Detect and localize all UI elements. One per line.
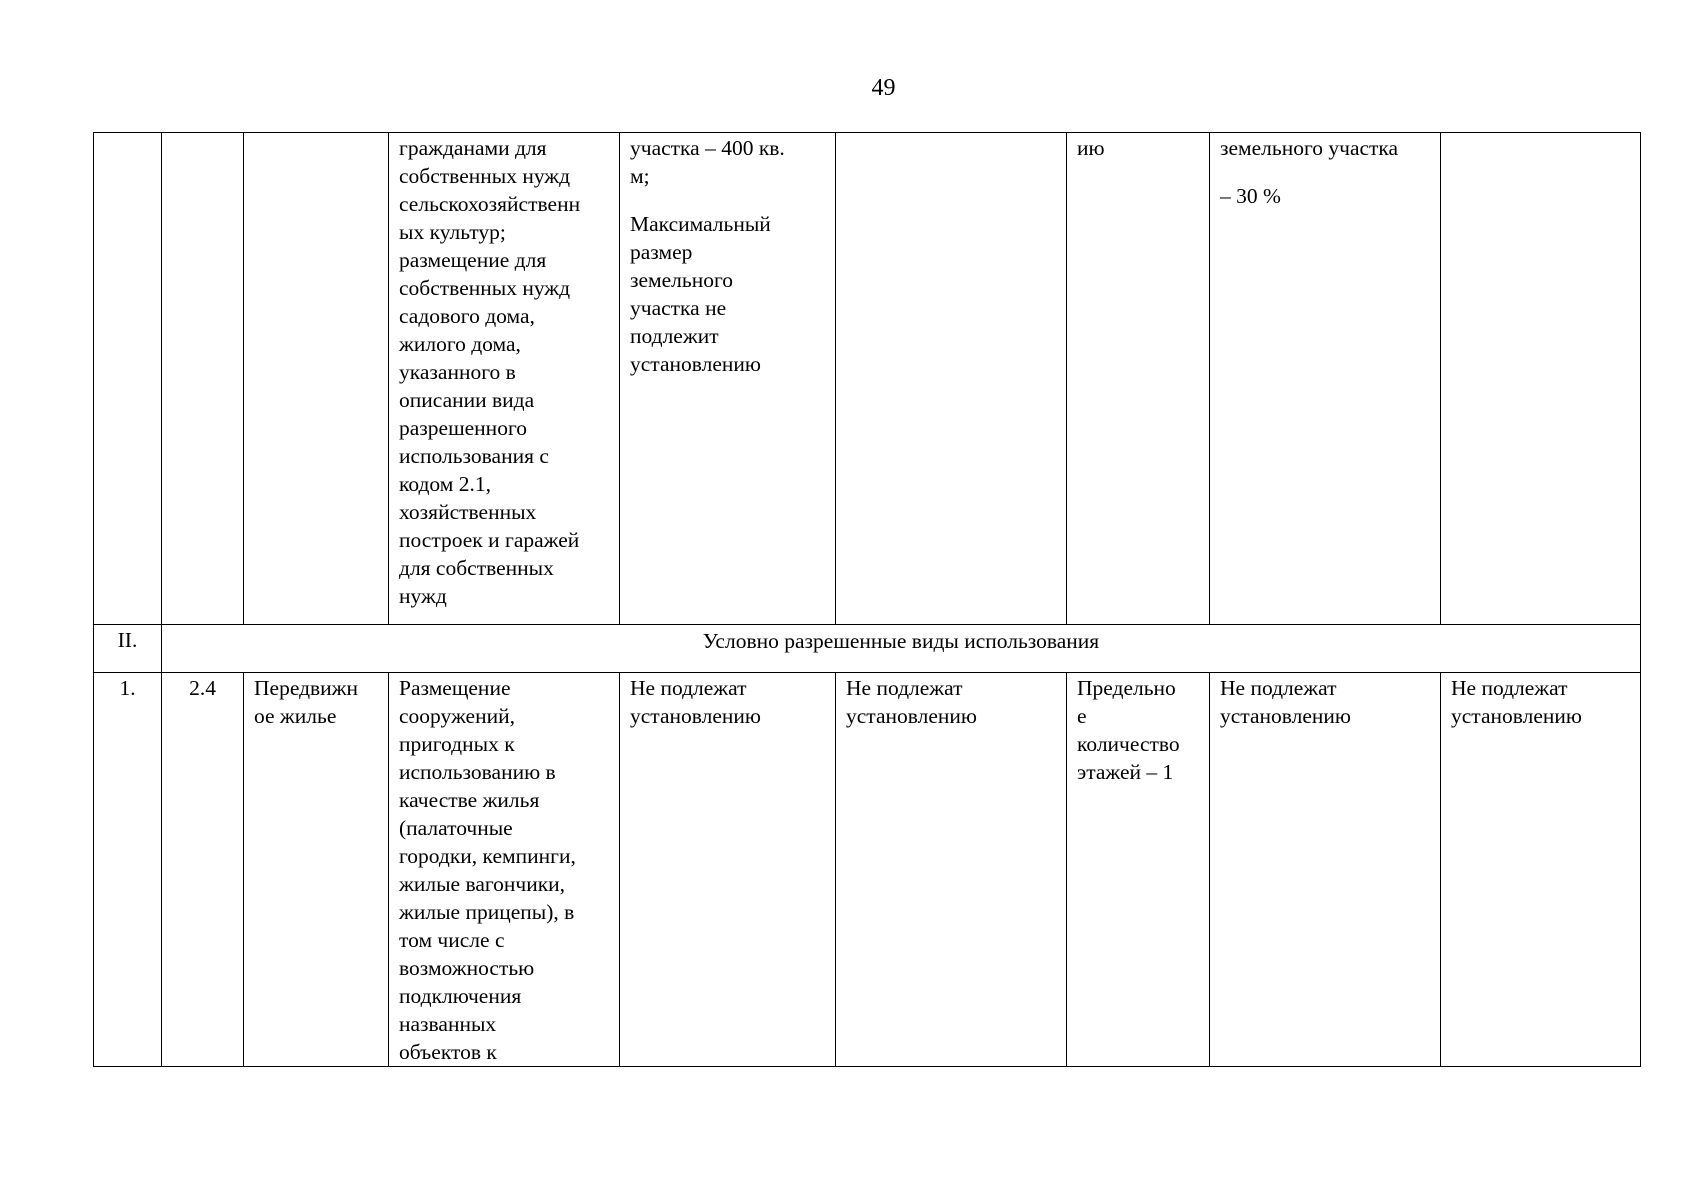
plot-size-cell: Не подлежат установлению <box>620 673 836 1067</box>
use-name-cell: Передвижн ое жилье <box>244 673 389 1067</box>
code-cell <box>162 133 244 625</box>
setback-cell <box>836 133 1067 625</box>
floors-cell: ию <box>1067 133 1210 625</box>
use-description-cell: Размещение сооружений, пригодных к использованию в качестве жилья (палаточные городки, кемпинги, жилые вагончики, жилые прицепы), в том числе с возможностью подключения названных объектов к <box>389 673 620 1067</box>
use-description-cell: гражданами для собственных нужд сельскохозяйственн ых культур; размещение для собственных нужд садового дома, жилого дома, указанного в описании вида разрешенного использования с кодом 2.1, хозяйственных построек и гаражей для собственных нужд <box>389 133 620 625</box>
coverage-cell <box>1210 133 1441 625</box>
section-title-cell: Условно разрешенные виды использования <box>162 625 1641 673</box>
page-number: 49 <box>871 75 896 101</box>
max-plot-size-text: Максимальный размер земельного участка не подлежит установлению <box>630 212 771 376</box>
table-row <box>94 133 1641 625</box>
min-plot-size-text: участка – 400 кв. м; <box>630 136 785 188</box>
plot-size-cell <box>620 133 836 625</box>
section-header-row <box>94 625 1641 673</box>
table-row <box>94 673 1641 1067</box>
row-number-cell <box>94 133 162 625</box>
setback-cell: Не подлежат установлению <box>836 673 1067 1067</box>
code-cell: 2.4 <box>162 673 244 1067</box>
other-params-cell: Не подлежат установлению <box>1441 673 1641 1067</box>
other-params-cell <box>1441 133 1641 625</box>
row-number-cell: 1. <box>94 673 162 1067</box>
coverage-label-text: земельного участка <box>1220 136 1399 160</box>
use-name-cell <box>244 133 389 625</box>
floors-cell: Предельно е количество этажей – 1 <box>1067 673 1210 1067</box>
section-number-cell: II. <box>94 625 162 673</box>
coverage-value-text: – 30 % <box>1220 184 1281 208</box>
land-use-regulations-table <box>93 132 1641 1067</box>
coverage-cell: Не подлежат установлению <box>1210 673 1441 1067</box>
